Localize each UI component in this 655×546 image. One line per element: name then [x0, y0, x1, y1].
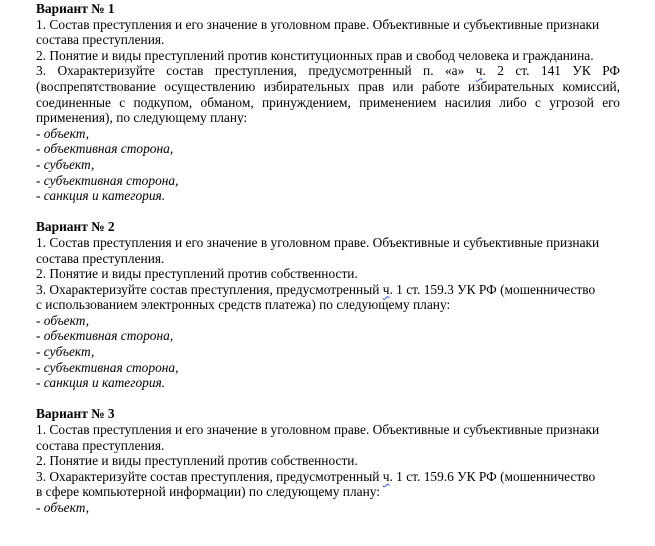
variant-title: Вариант № 3	[36, 406, 115, 422]
variant-1	[36, 0, 620, 204]
spacer	[36, 204, 620, 220]
question-3-line: в сфере компьютерной информации) по следующему плану:	[36, 484, 380, 500]
question-3-line: 3. Охарактеризуйте состав преступления, предусмотренный п. «а» ч. 2 ст. 141 УК РФ	[36, 63, 621, 79]
plan-item: - субъективная сторона,	[36, 359, 179, 375]
variant-3	[36, 406, 620, 515]
question-2: 2. Понятие и виды преступлений против собственности.	[36, 266, 358, 282]
plan-item: - санкция и категория.	[36, 375, 166, 391]
question-3-line: применения), по следующему плану:	[36, 110, 248, 126]
variant-title: Вариант № 1	[36, 1, 115, 16]
plan-item: - объективная сторона,	[36, 328, 174, 344]
question-2: 2. Понятие и виды преступлений против собственности.	[36, 453, 358, 469]
spacer	[36, 391, 620, 407]
plan-item: - субъективная сторона,	[36, 172, 179, 188]
plan-item: - объект,	[36, 312, 90, 328]
question-3-line: соединенные с подкупом, обманом, принуждением, применением насилия либо с угрозой его	[36, 94, 620, 110]
plan-item: - объект,	[36, 500, 90, 515]
question-1-line: состава преступления.	[36, 437, 165, 453]
variant-2	[36, 219, 620, 391]
spellcheck-mark: ч	[382, 468, 390, 484]
plan-item: - субъект,	[36, 156, 95, 172]
plan-item: - объект,	[36, 125, 90, 141]
document-page	[36, 0, 620, 516]
plan-item: - объективная сторона,	[36, 141, 174, 157]
spellcheck-mark: ч	[475, 63, 483, 79]
variant-title: Вариант № 2	[36, 219, 115, 235]
question-3-line: 3. Охарактеризуйте состав преступления, предусмотренный ч. 1 ст. 159.3 УК РФ (мошенничество	[36, 281, 596, 297]
plan-item: - санкция и категория.	[36, 188, 166, 204]
question-1-line: 1. Состав преступления и его значение в уголовном праве. Объективные и субъективные признаки	[36, 422, 600, 438]
question-1-line: 1. Состав преступления и его значение в уголовном праве. Объективные и субъективные признаки	[36, 234, 600, 250]
question-3-line: (воспрепятствование осуществлению избирательных прав или работе избирательных комиссий,	[36, 78, 620, 94]
question-2: 2. Понятие и виды преступлений против конституционных прав и свобод человека и гражданина.	[36, 47, 594, 63]
question-1-line: состава преступления.	[36, 250, 165, 266]
question-1-line: 1. Состав преступления и его значение в уголовном праве. Объективные и субъективные признаки	[36, 16, 600, 32]
spellcheck-mark: ч	[382, 281, 390, 297]
question-3-line: с использованием электронных средств платежа) по следующему плану:	[36, 297, 451, 313]
question-3-line: 3. Охарактеризуйте состав преступления, предусмотренный ч. 1 ст. 159.6 УК РФ (мошенничество	[36, 468, 596, 484]
plan-item: - субъект,	[36, 344, 95, 360]
question-1-line: состава преступления.	[36, 32, 165, 48]
